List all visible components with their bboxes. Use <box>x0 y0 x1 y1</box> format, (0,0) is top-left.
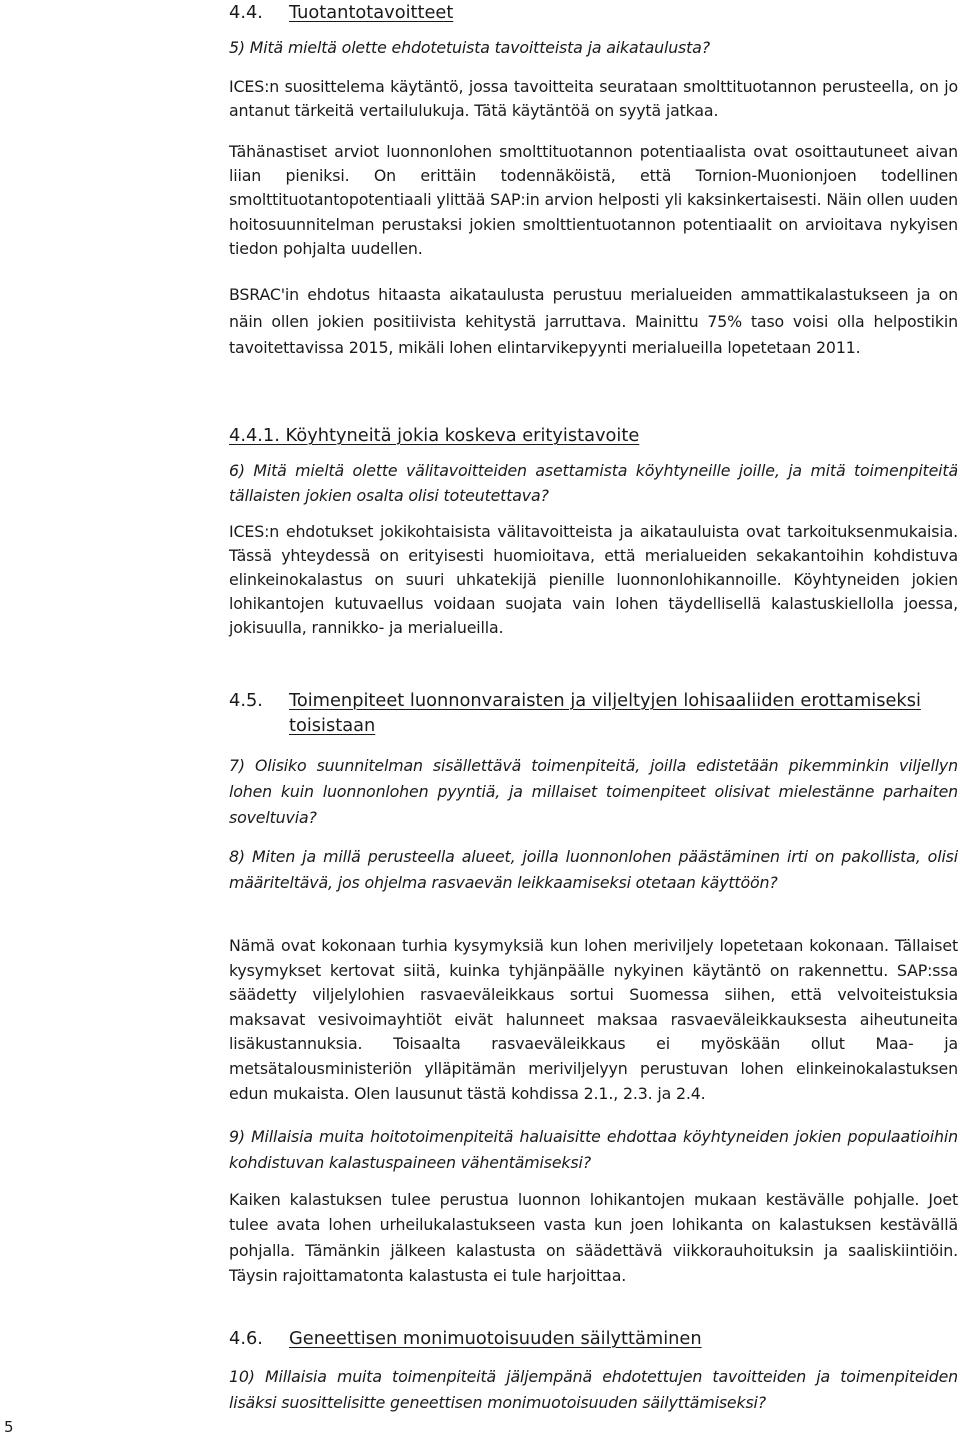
section-title: Tuotantotavoitteet <box>289 2 454 23</box>
paragraph: ICES:n suosittelema käytäntö, jossa tavoitteita seurataan smolttituotannon perusteella, on jo antanut tärkeitä vertailulukuja. Tätä käytäntöä on syytä jatkaa. <box>229 77 958 120</box>
paragraph: Tähänastiset arviot luonnonlohen smolttituotannon potentiaalista ovat osoittautuneet aivan liian pieniksi. On erittäin todennäköistä, että Tornion-Muonionjoen todellinen smolttituotantopotentiaali ylittää SAP:in arvion helposti yli kaksinkertaisesti. Näin ollen uuden hoitosuunnitelman perustaksi jokien smolttientuotannon potentiaalit on arvioitava nykyisen tiedon pohjalta uudellen. <box>229 142 958 258</box>
section-title: Toimenpiteet luonnonvaraisten ja viljeltyjen lohisaaliiden erottamiseksi toisistaan <box>289 690 921 736</box>
section-title: 4.4.1. Köyhtyneitä jokia koskeva erityistavoite <box>229 425 640 446</box>
section-number: 4.6. <box>229 1328 263 1349</box>
paragraph: BSRAC'in ehdotus hitaasta aikataulusta perustuu merialueiden ammattikalastukseen ja on näin ollen jokien positiivista kehitystä jarruttava. Mainittu 75% taso voisi olla helpostikin tavoitettavissa 2015, mikäli lohen elintarvikepyynti merialueilla lopetetaan 2011. <box>229 285 958 358</box>
section-number: 4.5. <box>229 690 263 711</box>
question-7: 7) Olisiko suunnitelman sisällettävä toimenpiteitä, joilla edistetään pikemminkin viljellyn lohen kuin luonnonlohen pyyntiä, ja millaiset toimenpiteet olisivat mielestänne parhaiten soveltuvia? <box>229 756 958 827</box>
section-heading-4-4 <box>229 0 958 25</box>
question-8: 8) Miten ja millä perusteella alueet, joilla luonnonlohen päästäminen irti on pakollista, olisi määriteltävä, jos ohjelma rasvaevän leikkaamiseksi otetaan käyttöön? <box>229 847 958 892</box>
paragraph: ICES:n ehdotukset jokikohtaisista välitavoitteista ja aikatauluista ovat tarkoituksenmukaisia. Tässä yhteydessä on erityisesti huomioitava, että merialueiden sekakantoihin kohdistuva elinkeinokalastus on suuri uhkatekijä pienille luonnonlohikannoille. Köyhtyneiden jokien lohikantojen kutuvaellus voidaan suojata vain lohen täydellisellä kalastuskiellolla joessa, jokisuulla, rannikko- ja merialueilla. <box>229 522 958 638</box>
question-9: 9) Millaisia muita hoitotoimenpiteitä haluaisitte ehdottaa köyhtyneiden jokien populaatioihin kohdistuvan kalastuspaineen vähentämiseksi? <box>229 1127 958 1172</box>
section-heading-4-4-1 <box>229 423 958 448</box>
section-heading-4-6 <box>229 1326 958 1351</box>
question-10: 10) Millaisia muita toimenpiteitä jäljempänä ehdotettujen tavoitteiden ja toimenpiteiden lisäksi suosittelisitte geneettisen monimuotoisuuden säilyttämiseksi? <box>229 1367 958 1412</box>
paragraph: Kaiken kalastuksen tulee perustua luonnon lohikantojen mukaan kestävälle pohjalle. Joet tulee avata lohen urheilukalastukseen vasta kun joen lohikanta on kalastuksen kestävällä pohjalla. Tämänkin jälkeen kalastusta on säädettävä viikkorauhoituksin ja saaliskiintiöin. Täysin rajoittamatonta kalastusta ei tule harjoittaa. <box>229 1190 958 1286</box>
section-heading-4-5 <box>229 688 958 738</box>
section-number: 4.4. <box>229 2 263 23</box>
section-title: Geneettisen monimuotoisuuden säilyttäminen <box>289 1328 702 1349</box>
question-5: 5) Mitä mieltä olette ehdotetuista tavoitteista ja aikataulusta? <box>229 38 710 57</box>
paragraph: Nämä ovat kokonaan turhia kysymyksiä kun lohen meriviljely lopetetaan kokonaan. Tällaiset kysymykset kertovat siitä, kuinka tyhjänpäälle nykyinen käytäntö on rakennettu. SAP:ssa säädetty viljelylohien rasvaeväleikkaus sortui Suomessa siihen, että velvoiteistuksia maksavat vesivoimayhtiöt eivät halunneet maksaa rasvaeväleikkauksesta aiheutuneita lisäkustannuksia. Toisaalta rasvaeväleikkaus ei myöskään ollut Maa- ja metsätalousministeriön ylläpitämän meriviljelyyn perustuvan lohen elinkeinokalastuksen edun mukaista. Olen lausunut tästä kohdissa 2.1., 2.3. ja 2.4. <box>229 936 958 1103</box>
question-6: 6) Mitä mieltä olette välitavoitteiden asettamista köyhtyneille joille, ja mitä toimenpiteitä tällaisten jokien osalta olisi toteutettava? <box>229 461 958 505</box>
page-number: 5 <box>4 1418 14 1436</box>
